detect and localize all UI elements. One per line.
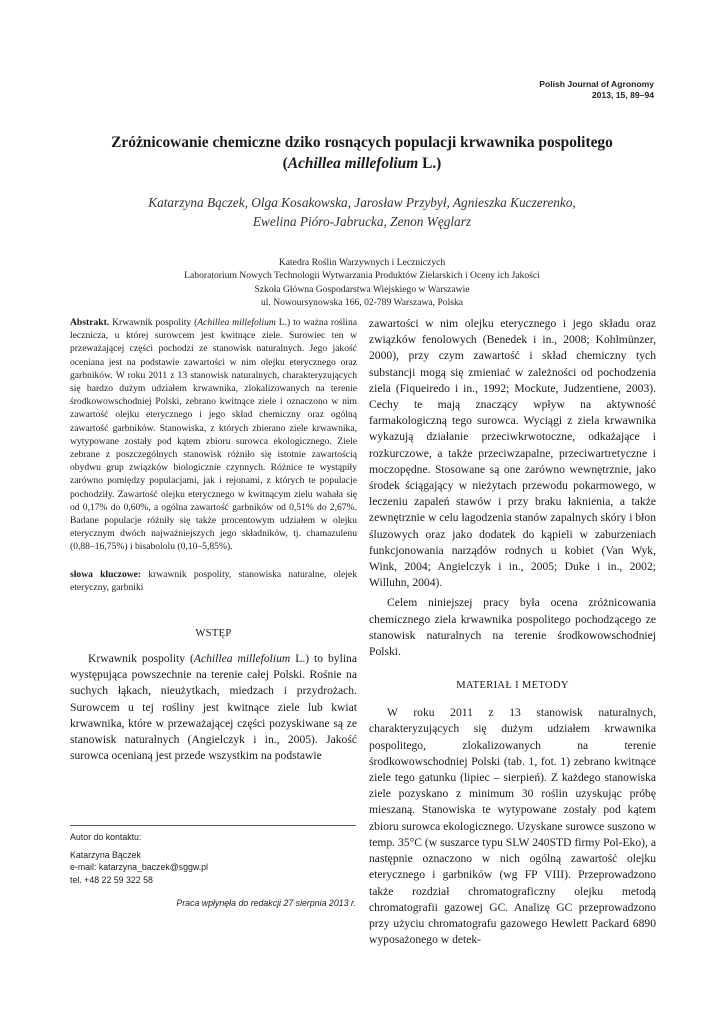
affiliation-line: Katedra Roślin Warzywnych i Leczniczych (278, 257, 446, 268)
intro-text: L.) to bylina występująca powszechnie na terenie całej Polski. Rośnie na suchych łąkach, nieużytkach, miedzach i przydrożach. Surowcem u tej rośliny jest kwitnące ziele lub kwiat krwawnika, które w przeważającej części pozyskiwane są ze stanowisk naturalnych (Angielczyk i in., 2005). Jakość surowca ocenianą jest przede wszystkim na podstawie (70, 652, 357, 763)
authors-line-1: Katarzyna Bączek, Olga Kosakowska, Jarosław Przybył, Agnieszka Kuczerenko, (148, 195, 576, 210)
title-line-2: (Achillea millefolium L.) (282, 155, 442, 172)
journal-header (539, 79, 654, 101)
contact-label: Autor do kontaktu: (70, 832, 142, 842)
affiliation-line: Szkoła Główna Gospodarstwa Wiejskiego w Warszawie (254, 283, 470, 295)
intro-species: Achillea millefolium (193, 652, 291, 666)
affiliation (60, 256, 664, 310)
title-line-1: Zróżnicowanie chemiczne dziko rosnących populacji krwawnika pospolitego (111, 134, 613, 151)
keywords-text: krwawnik pospolity, stanowiska naturalne, olejek eteryczny, garbniki (70, 568, 357, 593)
abstract-text: L.) to ważna roślina lecznicza, u której surowcem jest kwitnące ziele. Surowiec ten w przeważającej części pochodzi ze stanowisk naturalnych. Jego jakość oceniana jest na podstawie zawartości w nim olejku eterycznego oraz garbników. W roku 2011 z 13 stanowisk naturalnych, charakteryzujących się bardzo dużym udziałem krwawnika, zlokalizowanych na terenie środkowowschodniej Polski, zebrano kwitnące ziele i oznaczono w nim zawartość olejku eterycznego i jego skład chemiczny oraz ogólną zawartość garbników. Stanowiska, z których zbierano ziele krwawnika, wytypowane zostały pod kątem zbioru surowca ekologicznego. Ziele zebrane z poszczególnych stanowisk różniło się istotnie zawartością obydwu grup związków biologicznie czynnych. Różnice te wystąpiły zarówno pomiędzy populacjami, jak i rejonami, z których te populacje pochodziły. Zawartość olejku eterycznego w kwitnącym zielu wahała się od 0,17% do 0,60%, a ogólna zawartość garbników od 0,51% do 2,67%. Badane populacje różniły się także procentowym udziałem w olejku eterycznym dwóch najważniejszych jego składników, tj. chamazulenu (0,88–16,75%) i bisabololu (0,10–5,85%). (70, 317, 357, 553)
contact-phone: tel. +48 22 59 322 58 (70, 874, 153, 885)
left-column (70, 316, 357, 764)
paper-title (60, 132, 664, 174)
keywords (70, 568, 357, 594)
authors (60, 193, 664, 231)
title-species: Achillea millefolium (287, 155, 419, 172)
body-paragraph: W roku 2011 z 13 stanowisk naturalnych, charakteryzujących się dużym udziałem krwawnika pospolitego, zlokalizowanych na terenie środkowowschodniej Polski (tab. 1, fot. 1) zebrano kwitnące ziele tego gatunku (lipiec – sierpień). Z każdego stanowiska ziele pozyskano z minimum 30 roślin uzyskując próbę mieszaną. Stanowiska te wytypowane zostały pod kątem zbioru surowca ekologicznego. Uzyskane surowce suszono w temp. 35°C (w suszarce typu SLW 240STD firmy Pol-Eko), a następnie oznaczono w nich ogólną zawartość olejku eterycznego i garbników (wg FP VIII). Przeprowadzono także rozdział chromatograficzny olejku metodą chromatografii gazowej GC. Analizę GC przeprowadzono przy użyciu chromatografu gazowego Hewlett Packard 6890 wyposażonego w detek- (369, 706, 656, 947)
contact-name: Katarzyna Bączek (70, 850, 141, 861)
affiliation-line: Laboratorium Nowych Technologii Wytwarzania Produktów Zielarskich i Oceny ich Jakości (184, 270, 540, 282)
body-paragraph: zawartości w nim olejku eterycznego i jego składu oraz związków fenolowych (Benedek i in., 2008; Kohlmünzer, 2000), przy czym zawartość i skład chemiczny tych substancji mogą się zmieniać w zależności od pochodzenia ziela (Fiqueiredo i in., 1992; Mockute, Judzentiene, 2003). Cechy te mają znaczący wpływ na aktywność farmakologiczną tego surowca. Wyciągi z ziela krwawnika wykazują działanie przeciwkrwotoczne, odkażające i rozkurczowe, a także przeciwzapalne, przeciwartretyczne i moczopędne. Stosowane są one zarówno wewnętrznie, jako środek ściągający w nieżytach przewodu pokarmowego, w leczeniu zapaleń stawów i przy braku łaknienia, a także zewnętrznie w celu łagodzenia stanów zapalnych skóry i błon śluzowych oraz jako dodatek do kąpieli w zaburzeniach funkcjonowania narządów rodnych u kobiet (Van Wyk, Wink, 2004; Angielczyk i in., 2005; Duke i in., 2002; Willuhn, 2004). (369, 317, 656, 590)
received-date: Praca wpłynęła do redakcji 27 sierpnia 2013 r. (176, 897, 356, 908)
intro-heading: WSTĘP (195, 628, 232, 640)
right-column (369, 316, 656, 948)
abstract (70, 316, 357, 554)
intro-text: Krwawnik pospolity ( (88, 652, 194, 666)
contact-email: e-mail: katarzyna_baczek@sggw.pl (70, 862, 209, 873)
intro-paragraph (70, 651, 357, 764)
affiliation-line: ul. Nowoursynowska 166, 02-789 Warszawa, Polska (260, 297, 464, 309)
title-suffix: L.) (418, 155, 442, 172)
abstract-text: Krwawnik pospolity ( (109, 317, 198, 328)
methods-heading: MATERIAŁ I METODY (456, 680, 569, 692)
abstract-label: Abstrakt. (70, 317, 110, 328)
journal-name: Polish Journal of Agronomy (539, 79, 654, 89)
contact-info (70, 825, 356, 909)
authors-line-2: Ewelina Pióro-Jabrucka, Zenon Węglarz (252, 214, 472, 229)
journal-volume: 2013, 15, 89–94 (591, 90, 654, 100)
abstract-species: Achillea millefolium (197, 317, 276, 328)
body-paragraph: Celem niniejszej pracy była ocena zróżnicowania chemicznego ziela krwawnika pospolitego pochodzącego ze stanowisk naturalnych na terenie środkowowschodniej Polski. (369, 596, 656, 659)
keywords-label: słowa kluczowe: (70, 568, 142, 580)
